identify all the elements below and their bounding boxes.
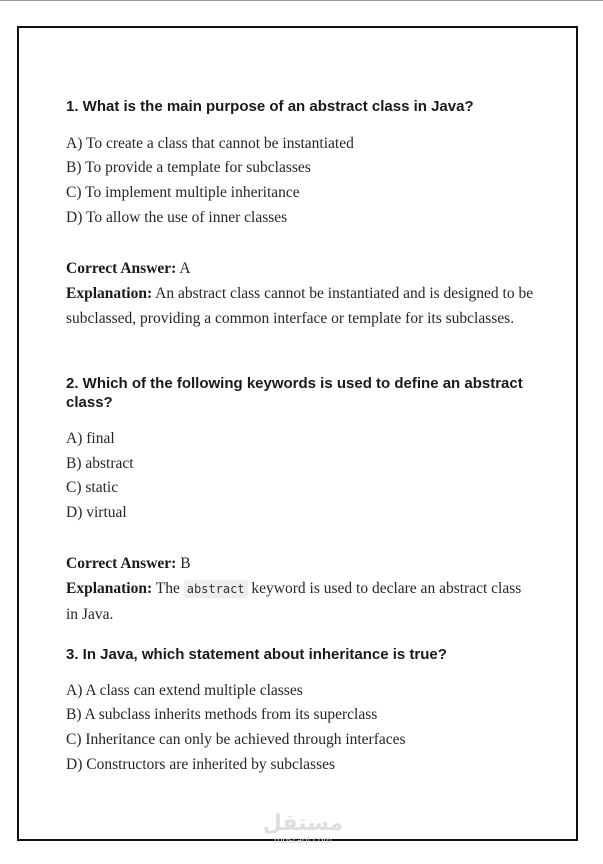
question-1-option-a: A) To create a class that cannot be instantiated — [66, 135, 354, 152]
question-3-option-c: C) Inheritance can only be achieved through interfaces — [66, 731, 406, 748]
top-border-line — [0, 0, 603, 1]
question-1-title: 1. What is the main purpose of an abstract class in Java? — [66, 98, 474, 115]
question-3-title: 3. In Java, which statement about inheritance is true? — [66, 646, 447, 663]
explanation-label: Explanation: — [66, 580, 153, 597]
question-2-option-c: C) static — [66, 479, 119, 496]
question-2-option-d: D) virtual — [66, 504, 127, 521]
question-3-option-a: A) A class can extend multiple classes — [66, 682, 303, 699]
question-2-option-b: B) abstract — [66, 455, 134, 472]
explanation-text: An abstract class cannot be instantiated and is designed to be subclassed, providing a common interface or template for its subclasses. — [66, 285, 534, 327]
question-1-option-b: B) To provide a template for subclasses — [66, 159, 311, 176]
question-1-explanation — [66, 281, 536, 331]
correct-answer-value: B — [180, 555, 191, 572]
correct-answer-value: A — [179, 260, 191, 277]
question-2-title: 2. Which of the following keywords is used to define an abstract class? — [66, 375, 523, 411]
question-2-option-a: A) final — [66, 430, 115, 447]
watermark-subtext: mostaql.com — [273, 836, 333, 846]
watermark-text: مستقل — [262, 811, 344, 836]
question-1-option-c: C) To implement multiple inheritance — [66, 184, 300, 201]
correct-answer-label: Correct Answer: — [66, 260, 177, 277]
question-3-option-b: B) A subclass inherits methods from its superclass — [66, 706, 378, 723]
question-1-correct-answer — [66, 256, 536, 281]
explanation-prefix: The — [155, 580, 180, 597]
watermark-logo — [258, 812, 348, 846]
explanation-label: Explanation: — [66, 285, 153, 302]
question-1-option-d: D) To allow the use of inner classes — [66, 209, 288, 226]
explanation-suffix: keyword is used to declare an abstract class in Java. — [66, 580, 522, 623]
question-3-option-d: D) Constructors are inherited by subclasses — [66, 756, 336, 773]
correct-answer-label: Correct Answer: — [66, 555, 177, 572]
inline-code-keyword: abstract — [184, 580, 248, 598]
question-2-explanation — [66, 576, 536, 627]
question-2-correct-answer — [66, 551, 536, 576]
